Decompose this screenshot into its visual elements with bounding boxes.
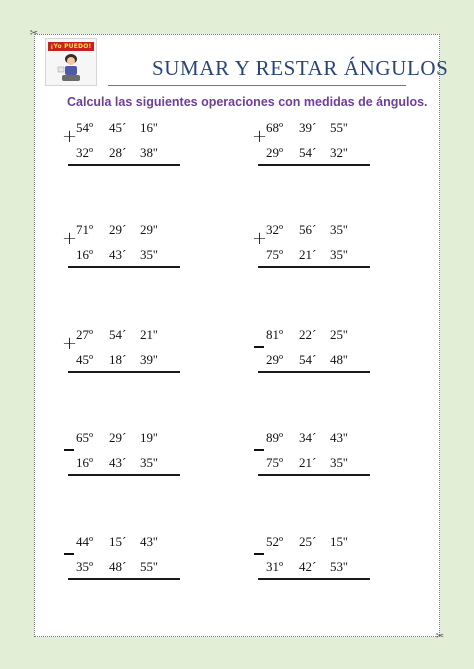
- second-angle: [76, 352, 186, 368]
- degrees-value: 89º: [266, 430, 284, 445]
- degrees-value: 75º: [266, 455, 284, 470]
- degrees-value: 27º: [76, 327, 94, 342]
- angle-operation: [252, 534, 382, 594]
- first-angle: [76, 222, 186, 238]
- seconds-value: 38'': [140, 145, 158, 160]
- seconds-value: 35'': [330, 455, 348, 470]
- answer-line: [258, 164, 370, 166]
- minutes-value: 48´: [109, 559, 127, 574]
- seconds-value: 25'': [330, 327, 348, 342]
- angle-operation: [62, 222, 192, 282]
- degrees-value: 45º: [76, 352, 94, 367]
- second-angle: [76, 455, 186, 471]
- minutes-value: 21´: [299, 455, 317, 470]
- second-angle: [76, 559, 186, 575]
- logo: [45, 38, 97, 86]
- scissors-icon: ✂: [435, 631, 445, 642]
- angle-operation: [62, 430, 192, 490]
- angle-operation: [252, 222, 382, 282]
- degrees-value: 31º: [266, 559, 284, 574]
- minutes-value: 18´: [109, 352, 127, 367]
- second-angle: [266, 352, 376, 368]
- angle-operation: [252, 327, 382, 387]
- seconds-value: 43'': [140, 534, 158, 549]
- angle-operation: [252, 430, 382, 490]
- seconds-value: 48'': [330, 352, 348, 367]
- answer-line: [68, 266, 180, 268]
- first-angle: [266, 120, 376, 136]
- title-underline: [108, 85, 406, 86]
- minutes-value: 54´: [299, 145, 317, 160]
- minutes-value: 42´: [299, 559, 317, 574]
- seconds-value: 35'': [330, 247, 348, 262]
- degrees-value: 71º: [76, 222, 94, 237]
- minutes-value: 43´: [109, 455, 127, 470]
- second-angle: [76, 247, 186, 263]
- plus-sign: +: [62, 126, 78, 147]
- angle-operation: [62, 120, 192, 180]
- seconds-value: 43'': [330, 430, 348, 445]
- degrees-value: 29º: [266, 145, 284, 160]
- second-angle: [266, 559, 376, 575]
- plus-sign: +: [62, 228, 78, 249]
- first-angle: [76, 120, 186, 136]
- second-angle: [76, 145, 186, 161]
- degrees-value: 29º: [266, 352, 284, 367]
- teacher-avatar-icon: [46, 39, 96, 85]
- first-angle: [266, 327, 376, 343]
- answer-line: [258, 578, 370, 580]
- first-angle: [76, 430, 186, 446]
- degrees-value: 52º: [266, 534, 284, 549]
- answer-line: [258, 474, 370, 476]
- seconds-value: 39'': [140, 352, 158, 367]
- degrees-value: 44º: [76, 534, 94, 549]
- answer-line: [68, 371, 180, 373]
- answer-line: [68, 474, 180, 476]
- seconds-value: 55'': [140, 559, 158, 574]
- minutes-value: 22´: [299, 327, 317, 342]
- first-angle: [266, 222, 376, 238]
- seconds-value: 19'': [140, 430, 158, 445]
- first-angle: [76, 327, 186, 343]
- answer-line: [68, 578, 180, 580]
- plus-sign: +: [252, 228, 268, 249]
- degrees-value: 75º: [266, 247, 284, 262]
- degrees-value: 65º: [76, 430, 94, 445]
- scissors-icon: ✂: [29, 28, 39, 39]
- page-title: SUMAR Y RESTAR ÁNGULOS: [152, 56, 449, 80]
- seconds-value: 35'': [330, 222, 348, 237]
- minutes-value: 21´: [299, 247, 317, 262]
- plus-sign: +: [62, 333, 78, 354]
- seconds-value: 53'': [330, 559, 348, 574]
- degrees-value: 16º: [76, 455, 94, 470]
- second-angle: [266, 247, 376, 263]
- angle-operation: [62, 327, 192, 387]
- plus-sign: +: [252, 126, 268, 147]
- seconds-value: 16'': [140, 120, 158, 135]
- minutes-value: 34´: [299, 430, 317, 445]
- minutes-value: 45´: [109, 120, 127, 135]
- minutes-value: 29´: [109, 222, 127, 237]
- minus-sign: [252, 547, 266, 561]
- minus-sign: [62, 547, 76, 561]
- answer-line: [258, 371, 370, 373]
- degrees-value: 35º: [76, 559, 94, 574]
- degrees-value: 16º: [76, 247, 94, 262]
- seconds-value: 32'': [330, 145, 348, 160]
- seconds-value: 35'': [140, 247, 158, 262]
- answer-line: [258, 266, 370, 268]
- second-angle: [266, 145, 376, 161]
- seconds-value: 55'': [330, 120, 348, 135]
- minutes-value: 29´: [109, 430, 127, 445]
- first-angle: [266, 430, 376, 446]
- logo-text: ¡Yo PUEDO!: [48, 42, 94, 51]
- first-angle: [266, 534, 376, 550]
- minutes-value: 43´: [109, 247, 127, 262]
- minus-sign: [252, 340, 266, 354]
- seconds-value: 29'': [140, 222, 158, 237]
- degrees-value: 32º: [266, 222, 284, 237]
- degrees-value: 68º: [266, 120, 284, 135]
- degrees-value: 54º: [76, 120, 94, 135]
- angle-operation: [62, 534, 192, 594]
- second-angle: [266, 455, 376, 471]
- seconds-value: 15'': [330, 534, 348, 549]
- seconds-value: 21'': [140, 327, 158, 342]
- first-angle: [76, 534, 186, 550]
- minutes-value: 56´: [299, 222, 317, 237]
- minus-sign: [62, 443, 76, 457]
- minutes-value: 39´: [299, 120, 317, 135]
- minutes-value: 28´: [109, 145, 127, 160]
- minutes-value: 25´: [299, 534, 317, 549]
- degrees-value: 32º: [76, 145, 94, 160]
- minutes-value: 15´: [109, 534, 127, 549]
- angle-operation: [252, 120, 382, 180]
- degrees-value: 81º: [266, 327, 284, 342]
- minus-sign: [252, 443, 266, 457]
- seconds-value: 35'': [140, 455, 158, 470]
- minutes-value: 54´: [299, 352, 317, 367]
- instruction-text: Calcula las siguientes operaciones con medidas de ángulos.: [67, 95, 428, 109]
- answer-line: [68, 164, 180, 166]
- minutes-value: 54´: [109, 327, 127, 342]
